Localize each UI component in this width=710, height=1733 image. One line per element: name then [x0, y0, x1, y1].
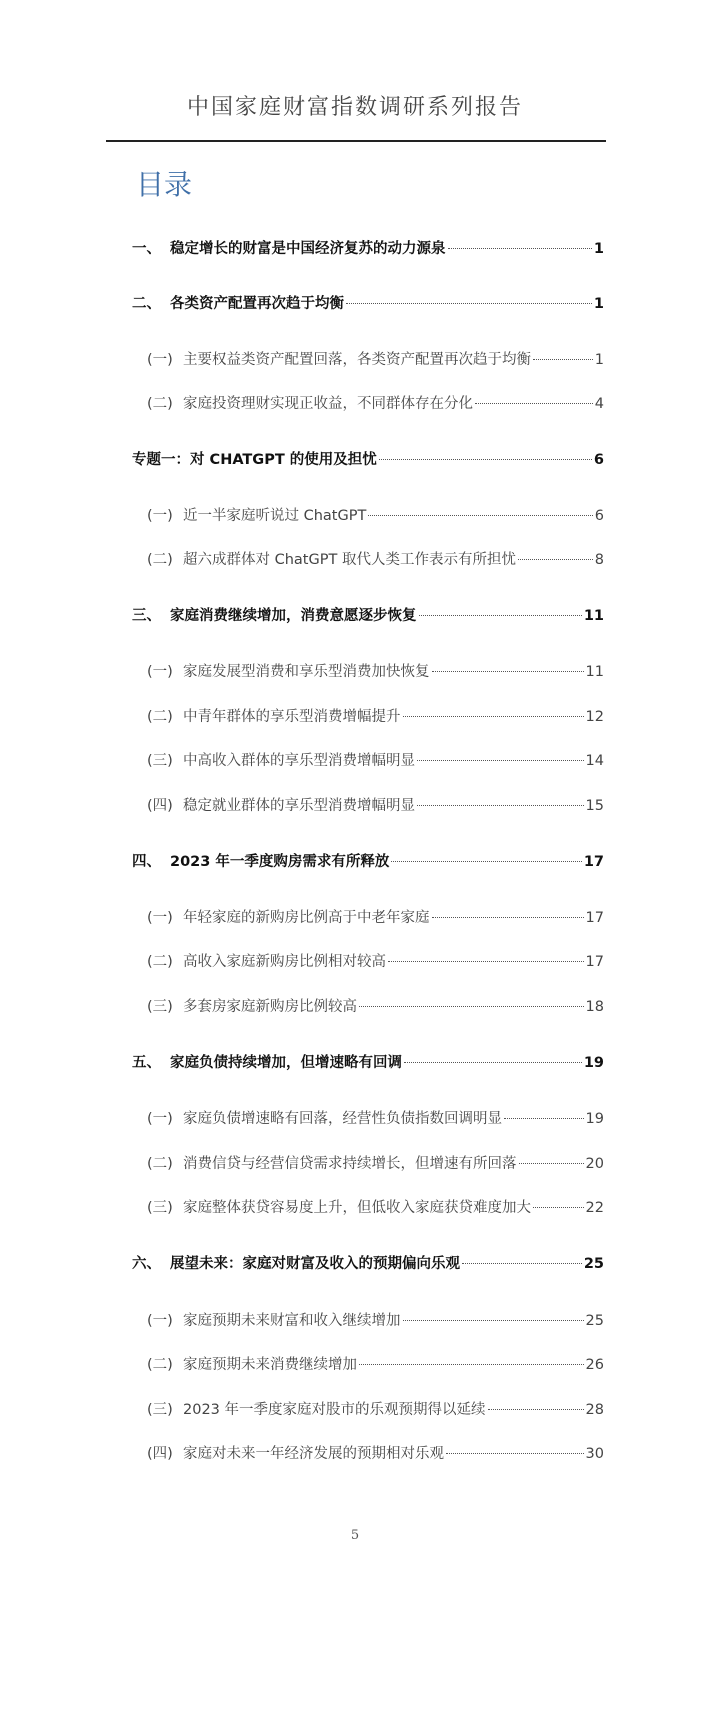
toc-entry[interactable] [147, 951, 604, 973]
toc-entry-number: (二) [147, 709, 173, 725]
toc-entry-number: (四) [147, 798, 173, 814]
toc-entry-page: 1 [593, 241, 604, 257]
toc-entry-number: (三) [147, 753, 173, 769]
dot-leader [533, 1207, 584, 1208]
header-divider [106, 140, 606, 142]
toc-entry-label: 家庭整体获贷容易度上升，但低收入家庭获贷难度加大 [183, 1200, 531, 1216]
toc-entry[interactable] [147, 1399, 604, 1421]
toc-entry[interactable] [147, 349, 604, 371]
toc-entry-label: 家庭对未来一年经济发展的预期相对乐观 [183, 1446, 444, 1462]
dot-leader [419, 615, 582, 616]
toc-entry-label: 家庭消费继续增加，消费意愿逐步恢复 [170, 608, 417, 624]
toc-entry[interactable] [132, 238, 604, 260]
toc-entry[interactable] [147, 1197, 604, 1219]
dot-leader [518, 559, 593, 560]
toc-entry-page: 18 [585, 999, 604, 1015]
toc-entry-label: 专题一：对 CHATGPT 的使用及担忧 [132, 452, 377, 468]
dot-leader [533, 359, 593, 360]
toc-entry[interactable] [147, 795, 604, 817]
toc-entry-page: 19 [583, 1055, 604, 1071]
toc-entry[interactable] [132, 605, 604, 627]
toc-entry-page: 15 [585, 798, 604, 814]
dot-leader [403, 716, 584, 717]
toc-entry[interactable] [147, 1310, 604, 1332]
toc-entry-label: 超六成群体对 ChatGPT 取代人类工作表示有所担忧 [183, 552, 516, 568]
toc-entry-number: (一) [147, 1111, 173, 1127]
toc-entry-number: (二) [147, 954, 173, 970]
toc-entry-page: 17 [585, 910, 604, 926]
toc-entry[interactable] [147, 661, 604, 683]
dot-leader [388, 961, 584, 962]
toc-entry-number: (二) [147, 1357, 173, 1373]
toc-entry-page: 25 [585, 1313, 604, 1329]
dot-leader [504, 1118, 584, 1119]
toc-entry[interactable] [147, 1108, 604, 1130]
toc-entry[interactable] [147, 1443, 604, 1465]
toc-entry-number: 五、 [132, 1055, 161, 1071]
toc-entry[interactable] [147, 549, 604, 571]
toc-entry[interactable] [132, 1052, 604, 1074]
toc-entry-number: (一) [147, 1313, 173, 1329]
toc-entry-label: 稳定就业群体的享乐型消费增幅明显 [183, 798, 415, 814]
dot-leader [475, 403, 593, 404]
toc-entry-page: 19 [585, 1111, 604, 1127]
toc-entry[interactable] [132, 293, 604, 315]
dot-leader [417, 760, 584, 761]
toc-entry-label: 主要权益类资产配置回落，各类资产配置再次趋于均衡 [183, 352, 531, 368]
toc-entry-page: 14 [585, 753, 604, 769]
toc-entry-number: (一) [147, 664, 173, 680]
toc-entry-page: 12 [585, 709, 604, 725]
page-number: 5 [350, 1528, 360, 1543]
toc-entry-label: 高收入家庭新购房比例相对较高 [183, 954, 386, 970]
toc-entry-number: (三) [147, 1200, 173, 1216]
toc-entry-page: 25 [583, 1256, 604, 1272]
toc-entry-page: 11 [583, 608, 604, 624]
toc-entry[interactable] [147, 1153, 604, 1175]
toc-entry-page: 6 [593, 452, 604, 468]
toc-entry-label: 近一半家庭听说过 ChatGPT [183, 508, 367, 524]
toc-entry[interactable] [147, 393, 604, 415]
dot-leader [488, 1409, 584, 1410]
toc-entry-number: (三) [147, 999, 173, 1015]
toc-entry-number: 二、 [132, 296, 161, 312]
dot-leader [403, 1320, 584, 1321]
toc-entry-page: 11 [585, 664, 604, 680]
dot-leader [432, 917, 584, 918]
toc-entry[interactable] [147, 750, 604, 772]
toc-entry-number: (二) [147, 1156, 173, 1172]
toc-entry-label: 展望未来：家庭对财富及收入的预期偏向乐观 [170, 1256, 460, 1272]
dot-leader [359, 1006, 584, 1007]
dot-leader [359, 1364, 584, 1365]
toc-entry-number: (四) [147, 1446, 173, 1462]
toc-entry-label: 年轻家庭的新购房比例高于中老年家庭 [183, 910, 430, 926]
dot-leader [404, 1062, 582, 1063]
toc-entry-page: 17 [585, 954, 604, 970]
toc-entry-number: (二) [147, 552, 173, 568]
toc-entry-number: (一) [147, 910, 173, 926]
toc-entry[interactable] [147, 907, 604, 929]
toc-entry-page: 4 [594, 396, 604, 412]
toc-entry-number: (二) [147, 396, 173, 412]
toc-entry-number: 一、 [132, 241, 161, 257]
toc-entry-label: 稳定增长的财富是中国经济复苏的动力源泉 [170, 241, 446, 257]
toc-entry[interactable] [147, 996, 604, 1018]
toc-entry[interactable] [132, 1253, 604, 1275]
toc-entry-number: 六、 [132, 1256, 161, 1272]
toc-entry[interactable] [147, 1354, 604, 1376]
toc-entry[interactable] [132, 851, 604, 873]
toc-entry-label: 家庭发展型消费和享乐型消费加快恢复 [183, 664, 430, 680]
toc-entry-label: 家庭负债持续增加，但增速略有回调 [170, 1055, 402, 1071]
toc-entry-page: 30 [585, 1446, 604, 1462]
toc-entry[interactable] [147, 505, 604, 527]
toc-entry-page: 1 [594, 352, 604, 368]
toc-entry-page: 26 [585, 1357, 604, 1373]
toc-entry-label: 家庭投资理财实现正收益，不同群体存在分化 [183, 396, 473, 412]
dot-leader [519, 1163, 584, 1164]
dot-leader [432, 671, 584, 672]
dot-leader [446, 1453, 584, 1454]
toc-entry-page: 1 [593, 296, 604, 312]
dot-leader [448, 248, 592, 249]
toc-entry-page: 17 [583, 854, 604, 870]
toc-entry-number: (一) [147, 508, 173, 524]
toc-entry-number: 三、 [132, 608, 161, 624]
toc-entry-label: 多套房家庭新购房比例较高 [183, 999, 357, 1015]
toc-entry-page: 6 [594, 508, 604, 524]
toc-entry-label: 2023 年一季度家庭对股市的乐观预期得以延续 [183, 1402, 486, 1418]
toc-entry-number: 四、 [132, 854, 161, 870]
dot-leader [417, 805, 584, 806]
dot-leader [346, 303, 592, 304]
toc-entry-page: 20 [585, 1156, 604, 1172]
toc-entry-label: 家庭预期未来消费继续增加 [183, 1357, 357, 1373]
toc-entry-label: 中高收入群体的享乐型消费增幅明显 [183, 753, 415, 769]
dot-leader [391, 861, 581, 862]
toc-entry-number: (一) [147, 352, 173, 368]
toc-entry-page: 22 [585, 1200, 604, 1216]
dot-leader [379, 459, 592, 460]
toc-entry-label: 家庭负债增速略有回落，经营性负债指数回调明显 [183, 1111, 502, 1127]
toc-entry[interactable] [147, 706, 604, 728]
toc-entry-page: 8 [594, 552, 604, 568]
toc-entry-label: 2023 年一季度购房需求有所释放 [170, 854, 390, 870]
dot-leader [368, 515, 592, 516]
toc-title: 目录 [136, 168, 193, 201]
dot-leader [462, 1263, 582, 1264]
toc-entry-page: 28 [585, 1402, 604, 1418]
toc-entry-label: 各类资产配置再次趋于均衡 [170, 296, 344, 312]
toc-entry-label: 消费信贷与经营信贷需求持续增长，但增速有所回落 [183, 1156, 517, 1172]
toc-entry-label: 家庭预期未来财富和收入继续增加 [183, 1313, 401, 1329]
toc-entry[interactable] [132, 449, 604, 471]
toc-entry-number: (三) [147, 1402, 173, 1418]
toc-entry-label: 中青年群体的享乐型消费增幅提升 [183, 709, 401, 725]
report-series-title: 中国家庭财富指数调研系列报告 [186, 95, 523, 120]
